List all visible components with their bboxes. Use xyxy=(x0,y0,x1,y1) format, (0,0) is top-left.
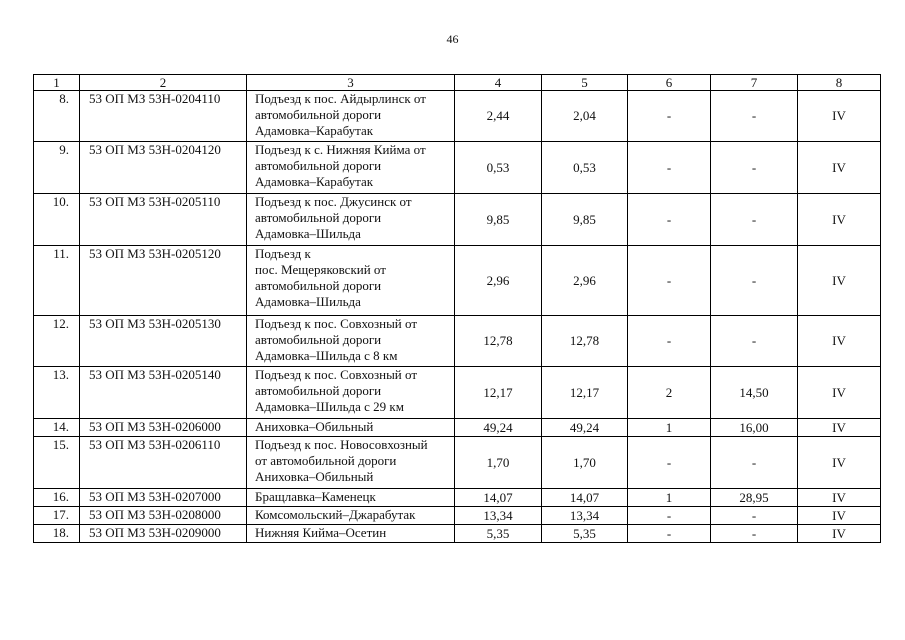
road-name-line: автомобильной дороги xyxy=(255,278,382,293)
table-row xyxy=(34,489,881,507)
roads-table xyxy=(33,74,881,543)
table-body xyxy=(34,91,881,543)
road-code-cell: 53 ОП МЗ 53Н-0205120 xyxy=(80,246,247,316)
road-name-cell xyxy=(247,316,455,367)
category-cell: IV xyxy=(798,367,881,419)
row-number-cell: 12. xyxy=(34,316,80,367)
header-cell: 1 xyxy=(34,75,80,91)
road-code-cell: 53 ОП МЗ 53Н-0205140 xyxy=(80,367,247,419)
row-number-cell: 13. xyxy=(34,367,80,419)
category-cell: IV xyxy=(798,437,881,489)
road-code-cell: 53 ОП МЗ 53Н-0205110 xyxy=(80,194,247,246)
road-name-line: автомобильной дороги xyxy=(255,158,382,173)
road-name-line: пос. Мещеряковский от xyxy=(255,262,386,277)
road-name-line: Аниховка–Обильный xyxy=(255,469,374,484)
category-cell: IV xyxy=(798,525,881,543)
row-number-cell: 9. xyxy=(34,142,80,194)
category-cell: IV xyxy=(798,194,881,246)
row-number-cell: 15. xyxy=(34,437,80,489)
category-cell: IV xyxy=(798,91,881,142)
road-code-cell: 53 ОП МЗ 53Н-0204110 xyxy=(80,91,247,142)
col7-value-cell: - xyxy=(711,437,798,489)
col6-value-cell: 1 xyxy=(628,489,711,507)
col4-value-cell: 5,35 xyxy=(455,525,542,543)
row-number-cell: 14. xyxy=(34,419,80,437)
road-name-line: Аниховка–Обильный xyxy=(255,419,374,434)
road-name-line: Нижняя Кийма–Осетин xyxy=(255,525,387,540)
table-row xyxy=(34,419,881,437)
col4-value-cell: 12,17 xyxy=(455,367,542,419)
table-row xyxy=(34,316,881,367)
row-number-cell: 16. xyxy=(34,489,80,507)
road-code-cell: 53 ОП МЗ 53Н-0205130 xyxy=(80,316,247,367)
table-row xyxy=(34,507,881,525)
col4-value-cell: 0,53 xyxy=(455,142,542,194)
road-name-line: от автомобильной дороги xyxy=(255,453,397,468)
col5-value-cell: 0,53 xyxy=(542,142,628,194)
col6-value-cell: - xyxy=(628,507,711,525)
road-name-line: Адамовка–Шильда xyxy=(255,226,361,241)
road-name-line: Подъезд к пос. Джусинск от xyxy=(255,194,412,209)
category-cell: IV xyxy=(798,246,881,316)
road-name-line: Адамовка–Шильда с 29 км xyxy=(255,399,404,414)
col6-value-cell: - xyxy=(628,525,711,543)
row-number-cell: 18. xyxy=(34,525,80,543)
category-cell: IV xyxy=(798,507,881,525)
category-cell: IV xyxy=(798,142,881,194)
col4-value-cell: 2,96 xyxy=(455,246,542,316)
category-cell: IV xyxy=(798,316,881,367)
road-name-cell xyxy=(247,142,455,194)
col7-value-cell: - xyxy=(711,525,798,543)
col7-value-cell: 28,95 xyxy=(711,489,798,507)
page-number: 46 xyxy=(446,32,459,46)
col4-value-cell: 13,34 xyxy=(455,507,542,525)
road-name-cell xyxy=(247,91,455,142)
road-name-line: Адамовка–Карабутак xyxy=(255,123,374,138)
col4-value-cell: 14,07 xyxy=(455,489,542,507)
col4-value-cell: 49,24 xyxy=(455,419,542,437)
road-code-cell: 53 ОП МЗ 53Н-0206000 xyxy=(80,419,247,437)
road-name-line: Подъезд к с. Нижняя Кийма от xyxy=(255,142,426,157)
col7-value-cell: - xyxy=(711,246,798,316)
road-name-line: Адамовка–Шильда xyxy=(255,294,361,309)
col7-value-cell: - xyxy=(711,316,798,367)
col4-value-cell: 1,70 xyxy=(455,437,542,489)
road-name-cell xyxy=(247,194,455,246)
road-name-line: автомобильной дороги xyxy=(255,107,382,122)
col6-value-cell: - xyxy=(628,194,711,246)
road-name-cell xyxy=(247,437,455,489)
table-row xyxy=(34,437,881,489)
col7-value-cell: 16,00 xyxy=(711,419,798,437)
category-cell: IV xyxy=(798,419,881,437)
road-name-line: Комсомольский–Джарабутак xyxy=(255,507,416,522)
col6-value-cell: - xyxy=(628,91,711,142)
col5-value-cell: 14,07 xyxy=(542,489,628,507)
road-name-line: Подъезд к xyxy=(255,246,311,261)
header-cell: 3 xyxy=(247,75,455,91)
row-number-cell: 17. xyxy=(34,507,80,525)
col6-value-cell: - xyxy=(628,142,711,194)
col5-value-cell: 13,34 xyxy=(542,507,628,525)
road-name-line: Адамовка–Карабутак xyxy=(255,174,374,189)
row-number-cell: 8. xyxy=(34,91,80,142)
col5-value-cell: 12,17 xyxy=(542,367,628,419)
col5-value-cell: 2,96 xyxy=(542,246,628,316)
road-name-line: автомобильной дороги xyxy=(255,383,382,398)
col6-value-cell: - xyxy=(628,316,711,367)
table-row xyxy=(34,525,881,543)
col5-value-cell: 9,85 xyxy=(542,194,628,246)
col6-value-cell: 1 xyxy=(628,419,711,437)
col4-value-cell: 12,78 xyxy=(455,316,542,367)
col4-value-cell: 2,44 xyxy=(455,91,542,142)
road-code-cell: 53 ОП МЗ 53Н-0204120 xyxy=(80,142,247,194)
col7-value-cell: - xyxy=(711,142,798,194)
col7-value-cell: - xyxy=(711,507,798,525)
road-name-cell xyxy=(247,489,455,507)
col4-value-cell: 9,85 xyxy=(455,194,542,246)
road-code-cell: 53 ОП МЗ 53Н-0208000 xyxy=(80,507,247,525)
table-row xyxy=(34,91,881,142)
row-number-cell: 10. xyxy=(34,194,80,246)
road-name-cell xyxy=(247,507,455,525)
header-cell: 4 xyxy=(455,75,542,91)
header-cell: 2 xyxy=(80,75,247,91)
col6-value-cell: 2 xyxy=(628,367,711,419)
header-cell: 7 xyxy=(711,75,798,91)
road-name-line: Бращлавка–Каменецк xyxy=(255,489,376,504)
table-header-row xyxy=(34,75,881,91)
table-row xyxy=(34,194,881,246)
header-cell: 5 xyxy=(542,75,628,91)
road-code-cell: 53 ОП МЗ 53Н-0209000 xyxy=(80,525,247,543)
col5-value-cell: 1,70 xyxy=(542,437,628,489)
road-name-line: автомобильной дороги xyxy=(255,210,382,225)
road-code-cell: 53 ОП МЗ 53Н-0206110 xyxy=(80,437,247,489)
road-name-line: Адамовка–Шильда с 8 км xyxy=(255,348,398,363)
col7-value-cell: 14,50 xyxy=(711,367,798,419)
header-cell: 8 xyxy=(798,75,881,91)
col7-value-cell: - xyxy=(711,194,798,246)
col5-value-cell: 2,04 xyxy=(542,91,628,142)
road-name-cell xyxy=(247,525,455,543)
col7-value-cell: - xyxy=(711,91,798,142)
road-name-line: Подъезд к пос. Совхозный от xyxy=(255,367,418,382)
col5-value-cell: 5,35 xyxy=(542,525,628,543)
road-name-cell xyxy=(247,367,455,419)
road-name-line: Подъезд к пос. Совхозный от xyxy=(255,316,418,331)
table-row xyxy=(34,246,881,316)
row-number-cell: 11. xyxy=(34,246,80,316)
road-name-line: автомобильной дороги xyxy=(255,332,382,347)
table-row xyxy=(34,142,881,194)
category-cell: IV xyxy=(798,489,881,507)
table-row xyxy=(34,367,881,419)
road-name-cell xyxy=(247,419,455,437)
road-name-line: Подъезд к пос. Айдырлинск от xyxy=(255,91,426,106)
col5-value-cell: 12,78 xyxy=(542,316,628,367)
col5-value-cell: 49,24 xyxy=(542,419,628,437)
road-code-cell: 53 ОП МЗ 53Н-0207000 xyxy=(80,489,247,507)
col6-value-cell: - xyxy=(628,437,711,489)
road-name-line: Подъезд к пос. Новосовхозный xyxy=(255,437,428,452)
header-cell: 6 xyxy=(628,75,711,91)
col6-value-cell: - xyxy=(628,246,711,316)
road-name-cell xyxy=(247,246,455,316)
